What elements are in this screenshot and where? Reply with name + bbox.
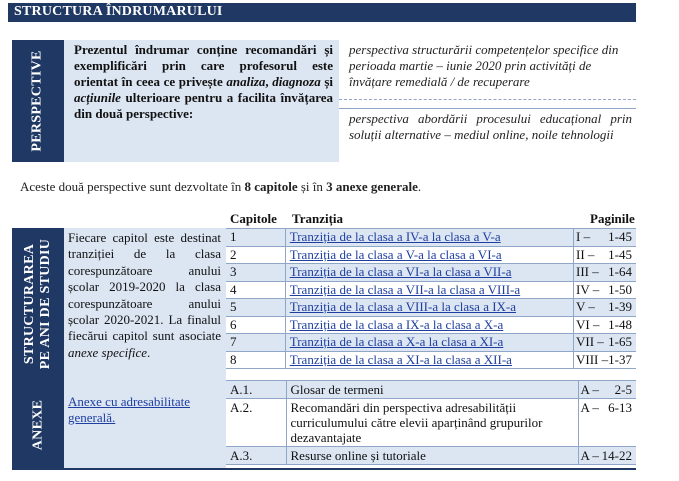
- chapter-roman: V –: [576, 299, 595, 314]
- structure-side-label: [12, 228, 64, 380]
- table-row: [226, 264, 636, 282]
- chapter-roman: II –: [576, 246, 595, 262]
- perspective-block: [12, 40, 636, 162]
- annex-pages: 2-5: [614, 382, 632, 397]
- summary-annexes: 3 anexe generale: [326, 179, 418, 194]
- annex-roman: A –: [580, 400, 599, 415]
- annex-pages: 14-22: [601, 448, 632, 463]
- annex-title: Glosar de termeni: [286, 381, 578, 399]
- perspective-item-2: perspectiva abordării procesului educațional prin soluții alternative – mediul online, noile tehnologii: [339, 108, 636, 162]
- perspective-item-1: perspectiva structurării competențelor specifice din perioada martie – iunie 2020 prin activități de învățare remedială / de recuperare: [339, 40, 636, 100]
- table-row: [226, 316, 636, 334]
- chapter-pages: 1-45: [608, 246, 632, 262]
- chapter-num: 6: [226, 316, 285, 334]
- chapter-roman: III –: [576, 264, 599, 279]
- chapter-pages: 1-45: [608, 229, 632, 244]
- annex-title: Resurse online și tutoriale: [286, 447, 578, 465]
- intro-text-2: ulterioare pentru a facilita învățarea din două perspective:: [74, 90, 333, 121]
- structure-label-line-2: PE ANI DE STUDIU: [38, 238, 53, 370]
- perspective-side-label: [12, 40, 64, 162]
- table-row: [226, 351, 636, 369]
- chapter-link[interactable]: Tranziția de la clasa a X-a la clasa a XI-a: [289, 334, 504, 349]
- chapter-pages: 1-65: [608, 334, 632, 349]
- structure-description: [64, 228, 226, 380]
- structure-desc-em: anexe specifice: [68, 344, 148, 360]
- chapter-roman: I –: [576, 229, 591, 244]
- chapter-pages: 1-50: [608, 281, 632, 297]
- annex-pages: 6-13: [608, 400, 632, 415]
- chapter-num: 7: [226, 334, 285, 352]
- annex-title: Recomandări din perspectiva adresabilității curriculumului către elevii aparținând grupurilor dezavantajate: [286, 399, 578, 447]
- chapter-link[interactable]: Tranziția de la clasa a VII-a la clasa a VIII-a: [289, 281, 521, 297]
- section-title: STRUCTURA ÎNDRUMARULUI: [8, 3, 636, 22]
- chapter-pages: 1-48: [608, 316, 632, 332]
- table-row: [226, 246, 636, 264]
- chapter-pages: 1-37: [608, 351, 632, 367]
- header-chapters: Capitole: [230, 211, 277, 226]
- table-row: [226, 229, 636, 247]
- table-row: [226, 381, 636, 399]
- table-row: [226, 399, 636, 447]
- chapter-num: 5: [226, 299, 285, 317]
- chapter-link[interactable]: Tranziția de la clasa a IV-a la clasa a V-a: [289, 229, 501, 244]
- chapter-num: 4: [226, 281, 285, 299]
- table-row: [226, 299, 636, 317]
- structure-desc-end: .: [147, 344, 151, 360]
- summary-line: [20, 179, 421, 195]
- summary-mid: și în: [297, 179, 327, 194]
- chapter-roman: IV –: [576, 281, 600, 297]
- chapter-roman: VI –: [576, 316, 600, 332]
- chapter-num: 1: [226, 229, 285, 247]
- summary-chapters: 8 capitole: [244, 179, 298, 194]
- header-pages: Paginile: [590, 211, 635, 226]
- summary-pre: Aceste două perspective sunt dezvoltate în: [20, 179, 245, 194]
- intro-em-actiunile: acțiunile: [74, 90, 121, 105]
- perspective-intro: [64, 40, 339, 162]
- perspective-label-text: PERSPECTIVE: [30, 50, 46, 152]
- annex-roman: A –: [580, 382, 599, 397]
- chapter-link[interactable]: Tranziția de la clasa a VIII-a la clasa a IX-a: [289, 299, 517, 314]
- intro-sep-2: și: [320, 74, 333, 89]
- annex-label-text: ANEXE: [29, 399, 45, 450]
- intro-text-1: Prezentul îndrumar conține recomandări și exemplificări prin care profesorul este orientat în ceea ce privește: [74, 42, 333, 89]
- table-row: [226, 334, 636, 352]
- intro-em-diagnoza: diagnoza: [272, 74, 321, 89]
- intro-em-analiza: analiza: [226, 74, 266, 89]
- annex-side-label: [12, 380, 64, 469]
- chapter-pages: 1-39: [608, 299, 632, 314]
- structure-label-line-1: STRUCTURAREA: [22, 243, 37, 365]
- annex-num: A.2.: [226, 399, 286, 447]
- annex-general-link[interactable]: Anexe cu adresabilitate generală.: [68, 394, 190, 425]
- chapter-link[interactable]: Tranziția de la clasa a XI-a la clasa a XII-a: [289, 351, 512, 367]
- annex-table: [226, 380, 636, 465]
- chapter-link[interactable]: Tranziția de la clasa a VI-a la clasa a VII-a: [289, 264, 512, 279]
- chapter-link[interactable]: Tranziția de la clasa a V-a la clasa a VI-a: [289, 246, 502, 262]
- chapters-table: [226, 228, 636, 369]
- annex-num: A.1.: [226, 381, 286, 399]
- chapter-roman: VII –: [576, 334, 604, 349]
- chapter-roman: VIII –: [576, 351, 609, 367]
- chapter-num: 8: [226, 351, 285, 369]
- summary-post: .: [417, 179, 422, 194]
- structure-desc-text: Fiecare capitol este destinat tranziției de la clasa corespunzătoare anului școlar 2019-2020 la clasa corespunzătoare anului școlar 2020-2021. La finalul fiecărui capitol sunt asociate: [68, 230, 221, 344]
- structure-label-text: [22, 239, 54, 369]
- table-row: [226, 281, 636, 299]
- chapter-num: 3: [226, 264, 285, 282]
- table-row: [226, 447, 636, 465]
- annex-description: [64, 380, 226, 469]
- annex-roman: A –: [580, 448, 599, 463]
- header-transition: Tranziția: [292, 211, 344, 226]
- bottom-divider: [12, 468, 636, 470]
- intro-sep-1: ,: [265, 74, 269, 89]
- chapter-pages: 1-64: [608, 264, 632, 279]
- annex-num: A.3.: [226, 447, 286, 465]
- chapter-num: 2: [226, 246, 285, 264]
- chapter-link[interactable]: Tranziția de la clasa a IX-a la clasa a X-a: [289, 316, 504, 332]
